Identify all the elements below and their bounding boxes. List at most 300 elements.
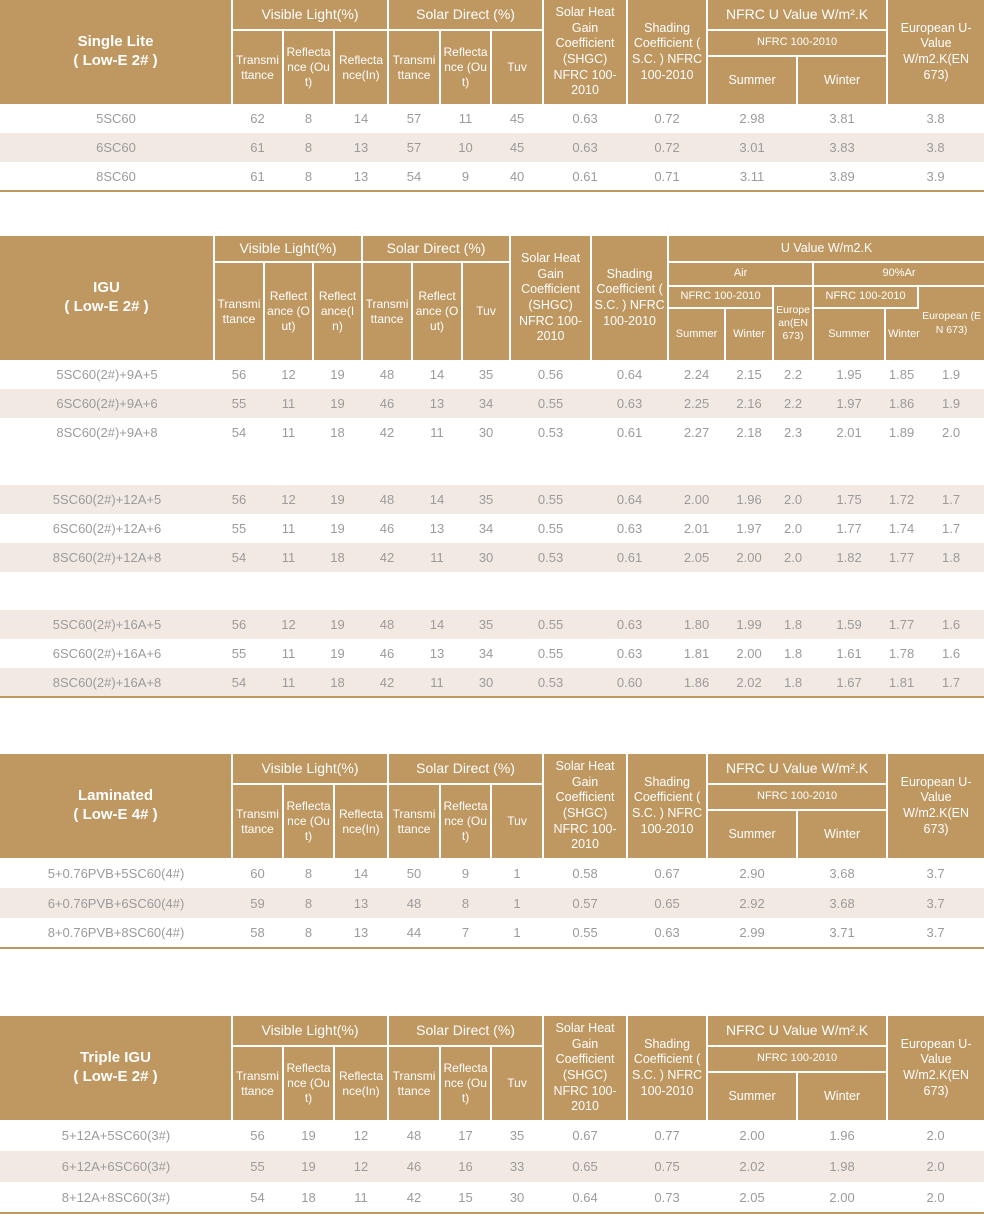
table-cell: 55 xyxy=(214,389,264,418)
spacer-row xyxy=(0,572,984,610)
table-cell: 1.97 xyxy=(725,514,773,543)
table-cell: 13 xyxy=(334,888,388,918)
igu-rows-9a xyxy=(0,360,984,447)
table-cell: 2.25 xyxy=(668,389,725,418)
sc-header: Shading Coefficient ( S.C. ) NFRC 100-2010 xyxy=(627,754,707,858)
table-cell: 59 xyxy=(232,888,283,918)
table-cell: 2.0 xyxy=(773,514,813,543)
sd-transmittance-header: Transmittance xyxy=(388,784,440,858)
vl-reflectance-out-header: Reflectance (Out) xyxy=(283,1046,334,1120)
table-cell: 1.80 xyxy=(668,610,725,639)
table-cell: 3.7 xyxy=(887,888,984,918)
tuv-header: Tuv xyxy=(462,262,510,360)
table-cell: 3.11 xyxy=(707,162,797,191)
table-cell: 11 xyxy=(412,668,462,697)
table-cell: 2.0 xyxy=(887,1182,984,1213)
table-cell: 2.02 xyxy=(725,668,773,697)
table-cell: 1 xyxy=(491,888,543,918)
table-cell: 54 xyxy=(388,162,440,191)
table-cell: 3.89 xyxy=(797,162,887,191)
table-cell: 2.0 xyxy=(918,418,984,447)
european-u-value-header: European U-Value W/m2.K(EN 673) xyxy=(887,0,984,104)
group-spacer xyxy=(0,572,984,610)
table-cell: 19 xyxy=(313,639,362,668)
table-title: Laminated xyxy=(77,787,153,805)
row-label: 8+0.76PVB+8SC60(4#) xyxy=(0,918,232,948)
row-label: 8+12A+8SC60(3#) xyxy=(0,1182,232,1213)
table-cell: 17 xyxy=(440,1120,491,1151)
sd-reflectance-out-header: Reflectance (Out) xyxy=(440,1046,491,1120)
spacer-cell xyxy=(0,572,984,610)
tuv-header: Tuv xyxy=(491,784,543,858)
table-cell: 1.81 xyxy=(885,668,918,697)
table-cell: 0.63 xyxy=(591,389,668,418)
table-cell: 0.63 xyxy=(543,133,627,162)
table-cell: 12 xyxy=(334,1120,388,1151)
vl-reflectance-in-header: Reflectance(In) xyxy=(334,784,388,858)
table-cell: 9 xyxy=(440,858,491,888)
table-cell: 2.0 xyxy=(887,1120,984,1151)
argon-winter-header: Winter xyxy=(885,308,918,360)
visible-light-header: Visible Light(%) xyxy=(232,754,388,784)
table-cell: 11 xyxy=(334,1182,388,1213)
table-cell: 45 xyxy=(491,133,543,162)
table-cell: 18 xyxy=(313,668,362,697)
table-cell: 1.8 xyxy=(773,610,813,639)
table-cell: 0.64 xyxy=(591,485,668,514)
table-cell: 0.64 xyxy=(591,360,668,389)
table-cell: 11 xyxy=(412,543,462,572)
table-cell: 8 xyxy=(283,162,334,191)
vl-transmittance-header: Transmittance xyxy=(214,262,264,360)
table-row xyxy=(0,858,984,888)
row-label: 6SC60(2#)+16A+6 xyxy=(0,639,214,668)
table-cell: 2.01 xyxy=(668,514,725,543)
table-cell: 1.75 xyxy=(813,485,885,514)
shgc-header: Solar Heat Gain Coefficient (SHGC) NFRC 100-2010 xyxy=(543,0,627,104)
sc-header: Shading Coefficient ( S.C. ) NFRC 100-2010 xyxy=(627,1016,707,1120)
row-label: 6+12A+6SC60(3#) xyxy=(0,1151,232,1182)
table-cell: 1.7 xyxy=(918,485,984,514)
table-cell: 0.57 xyxy=(543,888,627,918)
table-cell: 55 xyxy=(232,1151,283,1182)
table-cell: 14 xyxy=(334,858,388,888)
table-cell: 8 xyxy=(283,104,334,133)
table-cell: 0.55 xyxy=(510,485,591,514)
sd-reflectance-out-header: Reflectance (Out) xyxy=(440,784,491,858)
solar-direct-header: Solar Direct (%) xyxy=(388,754,543,784)
winter-header: Winter xyxy=(797,1072,887,1120)
table-cell: 30 xyxy=(462,418,510,447)
table-cell: 2.3 xyxy=(773,418,813,447)
table-cell: 18 xyxy=(283,1182,334,1213)
table-cell: 3.71 xyxy=(797,918,887,948)
row-label: 6SC60 xyxy=(0,133,232,162)
sd-transmittance-header: Transmittance xyxy=(388,1046,440,1120)
table-cell: 1 xyxy=(491,918,543,948)
table-cell: 34 xyxy=(462,514,510,543)
table-row xyxy=(0,133,984,162)
table-cell: 18 xyxy=(313,543,362,572)
table-cell: 1.8 xyxy=(773,639,813,668)
row-label: 5SC60(2#)+12A+5 xyxy=(0,485,214,514)
table-cell: 1.86 xyxy=(668,668,725,697)
table-cell: 1.96 xyxy=(725,485,773,514)
table-row xyxy=(0,162,984,191)
table-cell: 46 xyxy=(362,514,412,543)
table-cell: 0.67 xyxy=(543,1120,627,1151)
table-cell: 8 xyxy=(283,888,334,918)
sd-reflectance-out-header: Reflectance (Out) xyxy=(440,30,491,104)
table-cell: 61 xyxy=(232,133,283,162)
table-subtitle: ( Low-E 2# ) xyxy=(73,52,158,69)
table-cell: 12 xyxy=(334,1151,388,1182)
table-title: IGU xyxy=(93,279,120,297)
winter-header: Winter xyxy=(797,56,887,104)
summer-header: Summer xyxy=(707,56,797,104)
table-cell: 13 xyxy=(412,514,462,543)
table-cell: 14 xyxy=(412,610,462,639)
table-cell: 57 xyxy=(388,133,440,162)
table-cell: 1.67 xyxy=(813,668,885,697)
igu-table xyxy=(0,236,984,698)
table-title: Single Lite xyxy=(77,33,154,51)
table-cell: 34 xyxy=(462,639,510,668)
table-cell: 56 xyxy=(214,610,264,639)
table-cell: 2.99 xyxy=(707,918,797,948)
single-lite-rows xyxy=(0,104,984,191)
table-cell: 0.58 xyxy=(543,858,627,888)
table-cell: 3.83 xyxy=(797,133,887,162)
table-cell: 61 xyxy=(232,162,283,191)
table-cell: 1.78 xyxy=(885,639,918,668)
table-cell: 46 xyxy=(362,389,412,418)
table-row xyxy=(0,1120,984,1151)
table-row xyxy=(0,668,984,697)
table-cell: 30 xyxy=(462,543,510,572)
table-cell: 19 xyxy=(313,610,362,639)
table-cell: 2.24 xyxy=(668,360,725,389)
table-cell: 3.68 xyxy=(797,858,887,888)
table-cell: 2.00 xyxy=(668,485,725,514)
table-subtitle: ( Low-E 2# ) xyxy=(64,298,149,315)
table-cell: 56 xyxy=(214,485,264,514)
table-cell: 45 xyxy=(491,104,543,133)
table-cell: 0.55 xyxy=(510,514,591,543)
table-cell: 50 xyxy=(388,858,440,888)
igu-header xyxy=(0,236,984,360)
table-cell: 48 xyxy=(362,360,412,389)
table-cell: 0.72 xyxy=(627,133,707,162)
sd-transmittance-header: Transmittance xyxy=(362,262,412,360)
table-row xyxy=(0,543,984,572)
table-cell: 54 xyxy=(232,1182,283,1213)
table-cell: 12 xyxy=(264,485,313,514)
nfrc-u-value-header: NFRC U Value W/m².K xyxy=(707,1016,887,1046)
triple-igu-table xyxy=(0,1016,984,1214)
table-cell: 62 xyxy=(232,104,283,133)
triple-igu-header xyxy=(0,1016,984,1120)
air-winter-header: Winter xyxy=(725,308,773,360)
table-cell: 12 xyxy=(264,360,313,389)
table-cell: 42 xyxy=(362,543,412,572)
row-label: 5SC60(2#)+9A+5 xyxy=(0,360,214,389)
table-cell: 1.96 xyxy=(797,1120,887,1151)
table-cell: 13 xyxy=(334,162,388,191)
table-cell: 3.68 xyxy=(797,888,887,918)
table-cell: 1.74 xyxy=(885,514,918,543)
vl-reflectance-out-header: Reflectance (Out) xyxy=(283,784,334,858)
row-label: 5SC60(2#)+16A+5 xyxy=(0,610,214,639)
sc-header: Shading Coefficient ( S.C. ) NFRC 100-2010 xyxy=(627,0,707,104)
argon-header: 90%Ar xyxy=(813,262,984,286)
table-cell: 30 xyxy=(491,1182,543,1213)
table-cell: 0.55 xyxy=(510,389,591,418)
winter-header: Winter xyxy=(797,810,887,858)
shgc-header: Solar Heat Gain Coefficient (SHGC) NFRC 100-2010 xyxy=(543,1016,627,1120)
table-cell: 0.60 xyxy=(591,668,668,697)
table-cell: 2.0 xyxy=(773,543,813,572)
european-u-value-header: European U-Value W/m2.K(EN 673) xyxy=(887,1016,984,1120)
table-cell: 35 xyxy=(462,485,510,514)
row-label: 8SC60 xyxy=(0,162,232,191)
table-cell: 1.9 xyxy=(918,360,984,389)
table-cell: 55 xyxy=(214,514,264,543)
table-cell: 0.67 xyxy=(627,858,707,888)
tuv-header: Tuv xyxy=(491,30,543,104)
table-row xyxy=(0,485,984,514)
row-label: 8SC60(2#)+12A+8 xyxy=(0,543,214,572)
table-row xyxy=(0,104,984,133)
table-cell: 2.2 xyxy=(773,360,813,389)
table-cell: 0.55 xyxy=(510,610,591,639)
table-cell: 48 xyxy=(362,610,412,639)
table-cell: 46 xyxy=(362,639,412,668)
table-cell: 2.0 xyxy=(773,485,813,514)
vl-reflectance-out-header: Reflectance (Out) xyxy=(264,262,313,360)
sd-reflectance-out-header: Reflectance (Out) xyxy=(412,262,462,360)
table-cell: 0.72 xyxy=(627,104,707,133)
table-cell: 0.63 xyxy=(543,104,627,133)
european-en673-air-header: European(EN 673) xyxy=(773,286,813,360)
triple-igu-rows xyxy=(0,1120,984,1213)
table-cell: 1.8 xyxy=(918,543,984,572)
table-cell: 10 xyxy=(440,133,491,162)
table-cell: 19 xyxy=(283,1120,334,1151)
table-row xyxy=(0,418,984,447)
laminated-title xyxy=(0,754,232,858)
table-cell: 8 xyxy=(283,133,334,162)
table-cell: 0.56 xyxy=(510,360,591,389)
table-cell: 3.7 xyxy=(887,858,984,888)
vl-transmittance-header: Transmittance xyxy=(232,30,283,104)
argon-summer-header: Summer xyxy=(813,308,885,360)
table-cell: 18 xyxy=(313,418,362,447)
row-label: 5+0.76PVB+5SC60(4#) xyxy=(0,858,232,888)
table-cell: 7 xyxy=(440,918,491,948)
table-subtitle: ( Low-E 4# ) xyxy=(73,806,158,823)
table-row xyxy=(0,1151,984,1182)
table-cell: 1.9 xyxy=(918,389,984,418)
table-cell: 0.53 xyxy=(510,543,591,572)
table-cell: 8 xyxy=(283,918,334,948)
table-cell: 58 xyxy=(232,918,283,948)
table-cell: 11 xyxy=(440,104,491,133)
table-cell: 2.01 xyxy=(813,418,885,447)
table-cell: 1.99 xyxy=(725,610,773,639)
single-lite-title xyxy=(0,0,232,104)
nfrc-100-2010-header: NFRC 100-2010 xyxy=(707,784,887,810)
table-cell: 40 xyxy=(491,162,543,191)
table-cell: 0.63 xyxy=(591,610,668,639)
table-cell: 0.77 xyxy=(627,1120,707,1151)
table-cell: 2.0 xyxy=(887,1151,984,1182)
summer-header: Summer xyxy=(707,810,797,858)
table-cell: 3.9 xyxy=(887,162,984,191)
table-cell: 1.82 xyxy=(813,543,885,572)
table-cell: 11 xyxy=(264,514,313,543)
table-cell: 0.71 xyxy=(627,162,707,191)
table-cell: 2.92 xyxy=(707,888,797,918)
table-cell: 1.59 xyxy=(813,610,885,639)
igu-rows-12a xyxy=(0,485,984,572)
table-cell: 46 xyxy=(388,1151,440,1182)
spacer-cell xyxy=(0,447,984,485)
single-lite-header xyxy=(0,0,984,104)
table-row xyxy=(0,639,984,668)
table-row xyxy=(0,888,984,918)
nfrc-u-value-header: NFRC U Value W/m².K xyxy=(707,0,887,30)
row-label: 6+0.76PVB+6SC60(4#) xyxy=(0,888,232,918)
table-cell: 1.6 xyxy=(918,639,984,668)
table-cell: 0.61 xyxy=(591,418,668,447)
solar-direct-header: Solar Direct (%) xyxy=(362,236,510,262)
single-lite-table xyxy=(0,0,984,192)
row-label: 6SC60(2#)+12A+6 xyxy=(0,514,214,543)
visible-light-header: Visible Light(%) xyxy=(232,1016,388,1046)
table-subtitle: ( Low-E 2# ) xyxy=(73,1068,158,1085)
table-cell: 1.7 xyxy=(918,514,984,543)
nfrc-100-2010-header: NFRC 100-2010 xyxy=(668,286,773,308)
nfrc-100-2010-header: NFRC 100-2010 xyxy=(707,1046,887,1072)
table-cell: 16 xyxy=(440,1151,491,1182)
igu-rows-16a xyxy=(0,610,984,697)
table-cell: 0.53 xyxy=(510,668,591,697)
table-cell: 0.63 xyxy=(591,639,668,668)
u-value-header: U Value W/m2.K xyxy=(668,236,984,262)
table-cell: 1.86 xyxy=(885,389,918,418)
table-row xyxy=(0,610,984,639)
triple-igu-title xyxy=(0,1016,232,1120)
shgc-header: Solar Heat Gain Coefficient (SHGC) NFRC 100-2010 xyxy=(510,236,591,360)
tuv-header: Tuv xyxy=(491,1046,543,1120)
table-cell: 2.00 xyxy=(797,1182,887,1213)
table-cell: 15 xyxy=(440,1182,491,1213)
table-cell: 13 xyxy=(334,918,388,948)
row-label: 8SC60(2#)+16A+8 xyxy=(0,668,214,697)
row-label: 5+12A+5SC60(3#) xyxy=(0,1120,232,1151)
table-cell: 34 xyxy=(462,389,510,418)
table-cell: 1.81 xyxy=(668,639,725,668)
table-cell: 2.05 xyxy=(668,543,725,572)
table-cell: 2.18 xyxy=(725,418,773,447)
table-cell: 35 xyxy=(462,610,510,639)
table-row xyxy=(0,360,984,389)
vl-transmittance-header: Transmittance xyxy=(232,784,283,858)
table-cell: 19 xyxy=(313,389,362,418)
table-cell: 0.55 xyxy=(510,639,591,668)
table-cell: 60 xyxy=(232,858,283,888)
table-cell: 56 xyxy=(232,1120,283,1151)
table-cell: 0.64 xyxy=(543,1182,627,1213)
table-cell: 1.61 xyxy=(813,639,885,668)
table-cell: 1.97 xyxy=(813,389,885,418)
air-summer-header: Summer xyxy=(668,308,725,360)
table-cell: 1.89 xyxy=(885,418,918,447)
table-cell: 48 xyxy=(388,1120,440,1151)
table-cell: 3.01 xyxy=(707,133,797,162)
table-cell: 19 xyxy=(283,1151,334,1182)
igu-title xyxy=(0,236,214,360)
table-cell: 1.77 xyxy=(813,514,885,543)
table-cell: 2.16 xyxy=(725,389,773,418)
european-u-value-header: European U-Value W/m2.K(EN 673) xyxy=(887,754,984,858)
sc-header: Shading Coefficient ( S.C. ) NFRC 100-2010 xyxy=(591,236,668,360)
table-row xyxy=(0,1182,984,1213)
table-cell: 0.75 xyxy=(627,1151,707,1182)
laminated-table xyxy=(0,754,984,949)
table-cell: 0.55 xyxy=(543,918,627,948)
group-spacer xyxy=(0,447,984,485)
table-cell: 11 xyxy=(264,418,313,447)
table-cell: 2.2 xyxy=(773,389,813,418)
table-cell: 11 xyxy=(264,639,313,668)
table-cell: 35 xyxy=(462,360,510,389)
table-cell: 35 xyxy=(491,1120,543,1151)
table-cell: 11 xyxy=(412,418,462,447)
table-cell: 2.27 xyxy=(668,418,725,447)
visible-light-header: Visible Light(%) xyxy=(232,0,388,30)
table-cell: 1.6 xyxy=(918,610,984,639)
row-label: 5SC60 xyxy=(0,104,232,133)
table-cell: 14 xyxy=(334,104,388,133)
spacer-row xyxy=(0,447,984,485)
row-label: 6SC60(2#)+9A+6 xyxy=(0,389,214,418)
nfrc-u-value-header: NFRC U Value W/m².K xyxy=(707,754,887,784)
table-cell: 0.53 xyxy=(510,418,591,447)
table-cell: 1.98 xyxy=(797,1151,887,1182)
table-cell: 19 xyxy=(313,360,362,389)
table-cell: 3.8 xyxy=(887,104,984,133)
solar-direct-header: Solar Direct (%) xyxy=(388,0,543,30)
table-row xyxy=(0,514,984,543)
table-cell: 1.8 xyxy=(773,668,813,697)
table-cell: 14 xyxy=(412,485,462,514)
table-cell: 2.15 xyxy=(725,360,773,389)
row-label: 8SC60(2#)+9A+8 xyxy=(0,418,214,447)
table-cell: 14 xyxy=(412,360,462,389)
laminated-header xyxy=(0,754,984,858)
vl-reflectance-out-header: Reflectance (Out) xyxy=(283,30,334,104)
air-header: Air xyxy=(668,262,813,286)
table-cell: 54 xyxy=(214,418,264,447)
table-cell: 11 xyxy=(264,543,313,572)
table-cell: 33 xyxy=(491,1151,543,1182)
table-cell: 19 xyxy=(313,485,362,514)
vl-reflectance-in-header: Reflectance(In) xyxy=(334,30,388,104)
table-cell: 42 xyxy=(362,668,412,697)
visible-light-header: Visible Light(%) xyxy=(214,236,362,262)
